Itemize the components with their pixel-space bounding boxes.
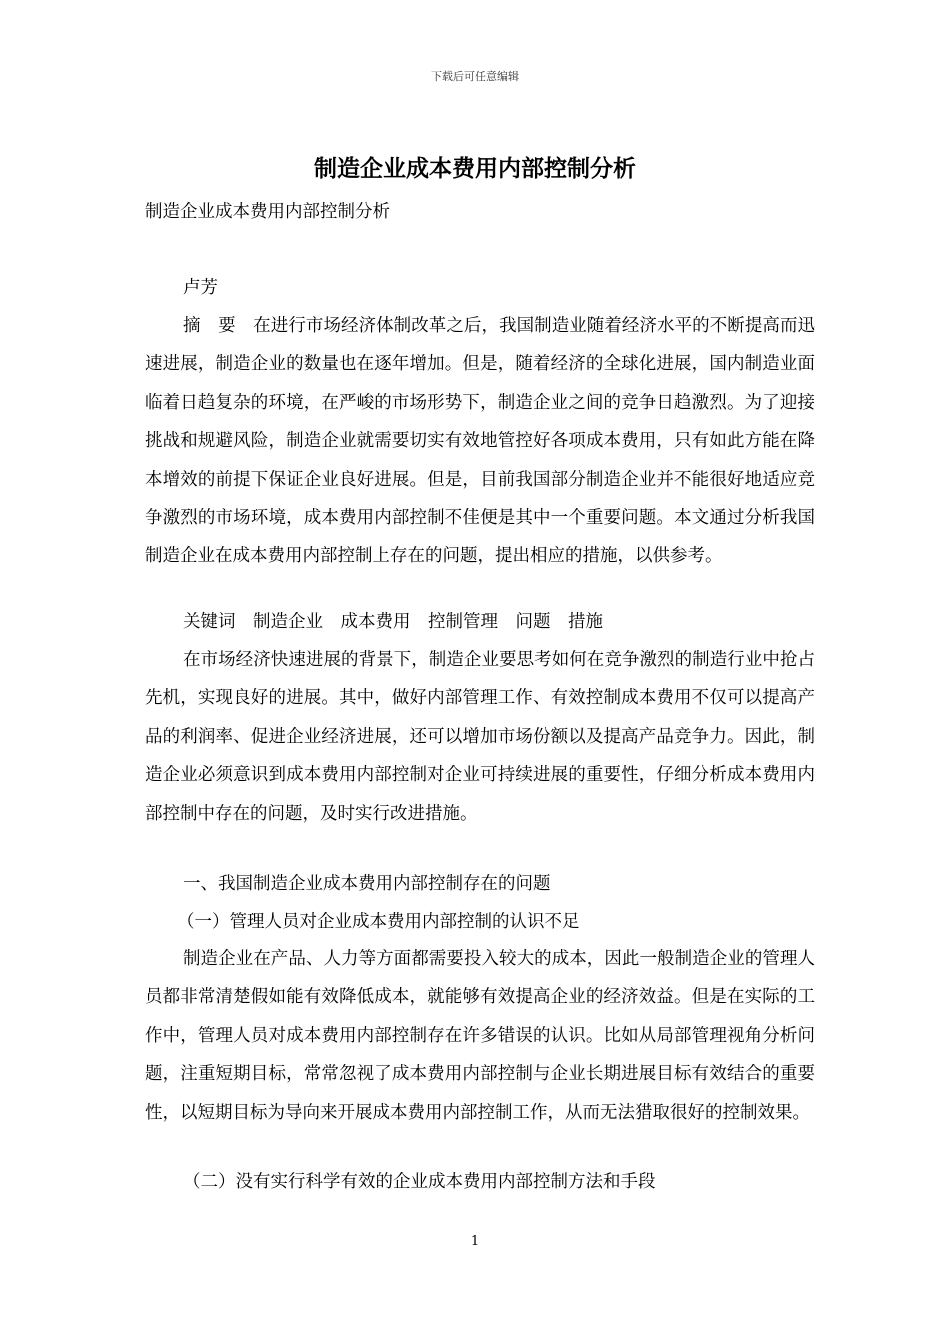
keywords: 关键词 制造企业 成本费用 控制管理 问题 措施 — [183, 612, 603, 632]
author: 卢芳 — [183, 278, 218, 298]
subtitle: 制造企业成本费用内部控制分析 — [145, 202, 390, 222]
subsection-1-paragraph: 制造企业在产品、人力等方面都需要投入较大的成本，因此一般制造企业的管理人员都非常清楚假如能有效降低成本，就能够有效提高企业的经济效益。但是在实际的工作中，管理人员对成本费用内部控制存在许多错误的认识。比如从局部管理视角分析问题，注重短期目标，常常忽视了成本费用内部控制与企业长期进展目标有效结合的重要性，以短期目标为导向来开展成本费用内部控制工作，从而无法猎取很好的控制效果。 — [145, 949, 815, 1123]
subsection-heading-2: （二）没有实行科学有效的企业成本费用内部控制方法和手段 — [183, 1172, 656, 1192]
subsection-heading-1: （一）管理人员对企业成本费用内部控制的认识不足 — [177, 912, 580, 932]
document-title: 制造企业成本费用内部控制分析 — [314, 155, 636, 182]
section-heading: 一、我国制造企业成本费用内部控制存在的问题 — [183, 874, 551, 894]
intro-paragraph: 在市场经济快速进展的背景下，制造企业要思考如何在竞争激烈的制造行业中抢占先机，实现良好的进展。其中，做好内部管理工作、有效控制成本费用不仅可以提高产品的利润率、促进企业经济进展，还可以增加市场份额以及提高产品竞争力。因此，制造企业必须意识到成本费用内部控制对企业可持续进展的重要性，仔细分析成本费用内部控制中存在的问题，及时实行改进措施。 — [145, 650, 815, 824]
abstract-paragraph: 摘 要 在进行市场经济体制改革之后，我国制造业随着经济水平的不断提高而迅速进展，制造企业的数量也在逐年增加。但是，随着经济的全球化进展，国内制造业面临着日趋复杂的环境，在严峻的市场形势下，制造企业之间的竞争日趋激烈。为了迎接挑战和规避风险，制造企业就需要切实有效地管控好各项成本费用，只有如此方能在降本增效的前提下保证企业良好进展。但是，目前我国部分制造企业并不能很好地适应竞争激烈的市场环境，成本费用内部控制不佳便是其中一个重要问题。本文通过分析我国制造企业在成本费用内部控制上存在的问题，提出相应的措施，以供参考。 — [145, 316, 815, 567]
header-note: 下载后可任意编辑 — [431, 70, 519, 83]
page-number: 1 — [470, 1234, 480, 1249]
